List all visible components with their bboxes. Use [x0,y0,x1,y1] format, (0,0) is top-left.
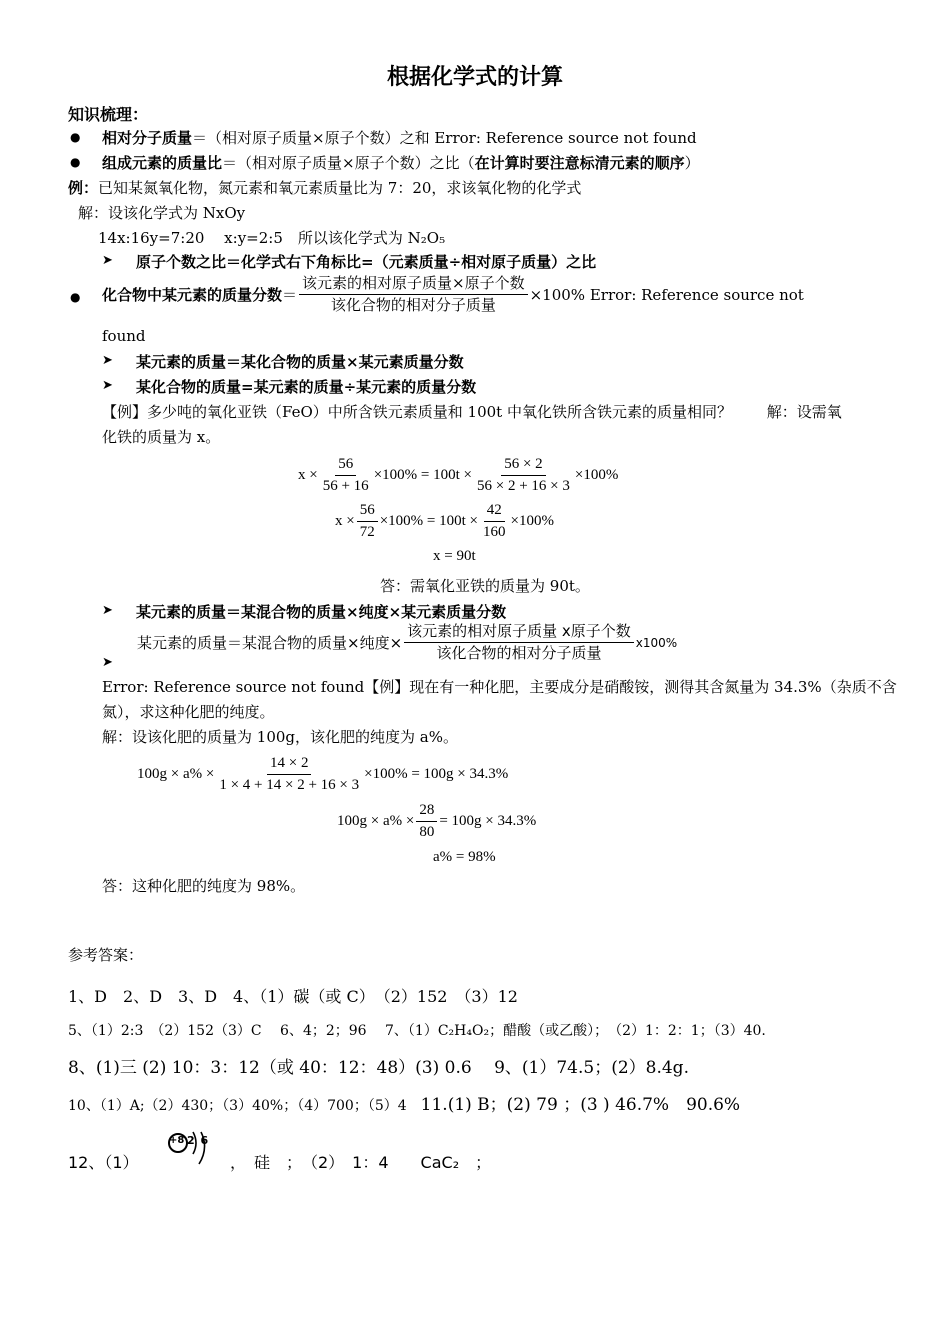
fraction [299,274,528,315]
equation-6: a% = 98% [433,849,496,865]
equation-part: = 100g × 34.3% [439,813,537,829]
fraction [216,754,362,795]
answer-3: 答：这种化肥的纯度为 98%。 [102,877,306,895]
bullet-icon: ● [70,130,81,144]
solution-1-line-1: 解：设该化学式为 NxOy [78,204,246,222]
example-text: 已知某氮氧化物，氮元素和氧元素质量比为 7：20，求该氧化物的化学式 [98,179,582,197]
item-text: ＝（相对原子质量×原子个数）之比（ [222,154,475,172]
bullet-icon: ● [70,290,81,304]
equation-part: 100g × a% × [137,766,215,782]
equation-part: x × [298,467,318,483]
equation-3: x = 90t [433,548,476,564]
equation-2 [335,501,554,542]
arrow-icon: ➤ [102,655,113,670]
fraction [474,455,573,496]
equation-part: ×100% [574,467,619,483]
solution-1-line-2: 14x:16y=7:20 x:y=2:5 所以该化学式为 N₂O₅ [98,229,446,247]
arrow-point-1: 原子个数之比＝化学式右下角标比=（元素质量÷相对原子质量）之比 [136,253,597,271]
section-heading: 知识梳理： [68,105,149,124]
solution-3-line-1: 解：设该化肥的质量为 100g，该化肥的纯度为 a%。 [102,728,458,746]
answers-line-2: 5、（1）2:3 （2）152（3）C 6、4；2；96 7、（1）C₂H₄O₂；醋酸（或乙酸）； （2）1：2：1；（3）40. [68,1023,766,1039]
item-equals: ＝ [282,286,298,304]
item-close: ） [684,154,700,172]
fraction [320,455,372,496]
answers-line-1: 1、D 2、D 3、D 4、（1）碳（或 C） （2）152 （3）12 [68,987,518,1006]
answer-part: 10、（1）A;（2）430；（3）40%；（4）700；（5）4 [68,1098,407,1114]
arrow-icon: ➤ [102,378,113,393]
equation-part: ×100% = 100g × 34.3% [364,766,509,782]
fraction-numerator: 该元素的相对原子质量×原子个数 [299,274,528,295]
fraction-denominator: 该化合物的相对分子质量 [436,644,602,662]
fraction-denominator: 56 + 16 [322,478,369,494]
electron-shells: 2 6 [187,1134,210,1147]
arrow-point-2: 某元素的质量＝某化合物的质量×某元素质量分数 [136,353,464,371]
example-2-line-1: 【例】多少吨的氧化亚铁（FeO）中所含铁元素质量和 100t 中氧化铁所含铁元素的质量相同？ 解：设需氧 [102,403,842,421]
answers-line-5-prefix: 12、（1） [68,1153,139,1172]
answer-part: 11.(1) B；(2) 79 ；(3 ) 46.7% 90.6% [420,1095,741,1115]
fraction [404,622,634,663]
arrow-icon: ➤ [102,353,113,368]
fraction-numerator: 42 [484,501,505,522]
answers-line-5-rest: ， 硅 ； （2） 1：4 CaC₂ ； [230,1153,492,1172]
answers-heading: 参考答案： [68,946,144,964]
page-title: 根据化学式的计算 [386,64,563,90]
atom-structure-icon [165,1126,217,1172]
item-mass-fraction [102,274,804,315]
item-label: 相对分子质量 [102,129,193,147]
formula-image [137,622,677,663]
example-label: 例： [68,179,99,197]
item-label: 化合物中某元素的质量分数 [102,286,283,304]
fraction-numerator: 28 [416,801,437,822]
answers-line-4 [68,1090,740,1115]
equation-part: ×100% [510,513,554,529]
equation-1 [298,455,618,496]
item-mass-ratio [102,152,700,173]
example-3-line-2: 氮），求这种化肥的纯度。 [102,703,275,721]
example-3-line-1: Error: Reference source not found【例】现在有一种化肥，主要成分是硝酸铵，测得其含氮量为 34.3%（杂质不含 [102,678,897,696]
fraction-numerator: 56 [335,455,356,476]
fraction [480,501,509,542]
fraction-denominator: 72 [359,524,375,540]
fraction-denominator: 160 [483,524,506,540]
fraction [416,801,437,842]
equation-5 [337,801,536,842]
item-wrap: found [102,327,146,345]
fraction-numerator: 56 [357,501,378,522]
arrow-point-4: 某元素的质量＝某混合物的质量×纯度×某元素质量分数 [136,603,507,621]
bullet-icon: ● [70,155,81,169]
item-text: ＝（相对原子质量×原子个数）之和 Error: Reference source not found [192,129,697,147]
fraction-denominator: 1 × 4 + 14 × 2 + 16 × 3 [219,777,360,793]
nucleus-charge: +8 [169,1135,185,1146]
fraction-denominator: 80 [419,824,435,840]
equation-part: ×100% = 100t × [373,467,472,483]
equation-part: ×100% = 100t × [379,513,479,529]
fraction-numerator: 14 × 2 [267,754,311,775]
equation-part: 100g × a% × [337,813,415,829]
item-note: 在计算时要注意标清元素的顺序 [474,154,685,172]
formula-part: 某元素的质量＝某混合物的质量×纯度× [137,634,403,652]
equation-part: x × [335,513,355,529]
fraction-numerator: 56 × 2 [501,455,545,476]
formula-part: x100% [635,635,678,650]
fraction [357,501,378,542]
arrow-icon: ➤ [102,253,113,268]
example-2-line-2: 化铁的质量为 x。 [102,428,221,446]
example-1 [68,177,581,198]
fraction-numerator: 该元素的相对原子质量 x原子个数 [404,622,634,643]
fraction-denominator: 56 × 2 + 16 × 3 [476,478,570,494]
item-relative-molecular-mass [102,127,697,148]
item-tail: ×100% Error: Reference source not [529,285,804,304]
answer-2: 答：需氧化亚铁的质量为 90t。 [380,577,590,595]
arrow-point-3: 某化合物的质量=某元素的质量÷某元素的质量分数 [136,378,477,396]
arrow-icon: ➤ [102,603,113,618]
equation-4 [137,754,508,795]
fraction-denominator: 该化合物的相对分子质量 [330,296,496,314]
answers-line-3: 8、(1)三 (2) 10：3：12（或 40：12：48）(3) 0.6 9、(1）74.5；(2）8.4g. [68,1058,689,1078]
item-label: 组成元素的质量比 [102,154,223,172]
